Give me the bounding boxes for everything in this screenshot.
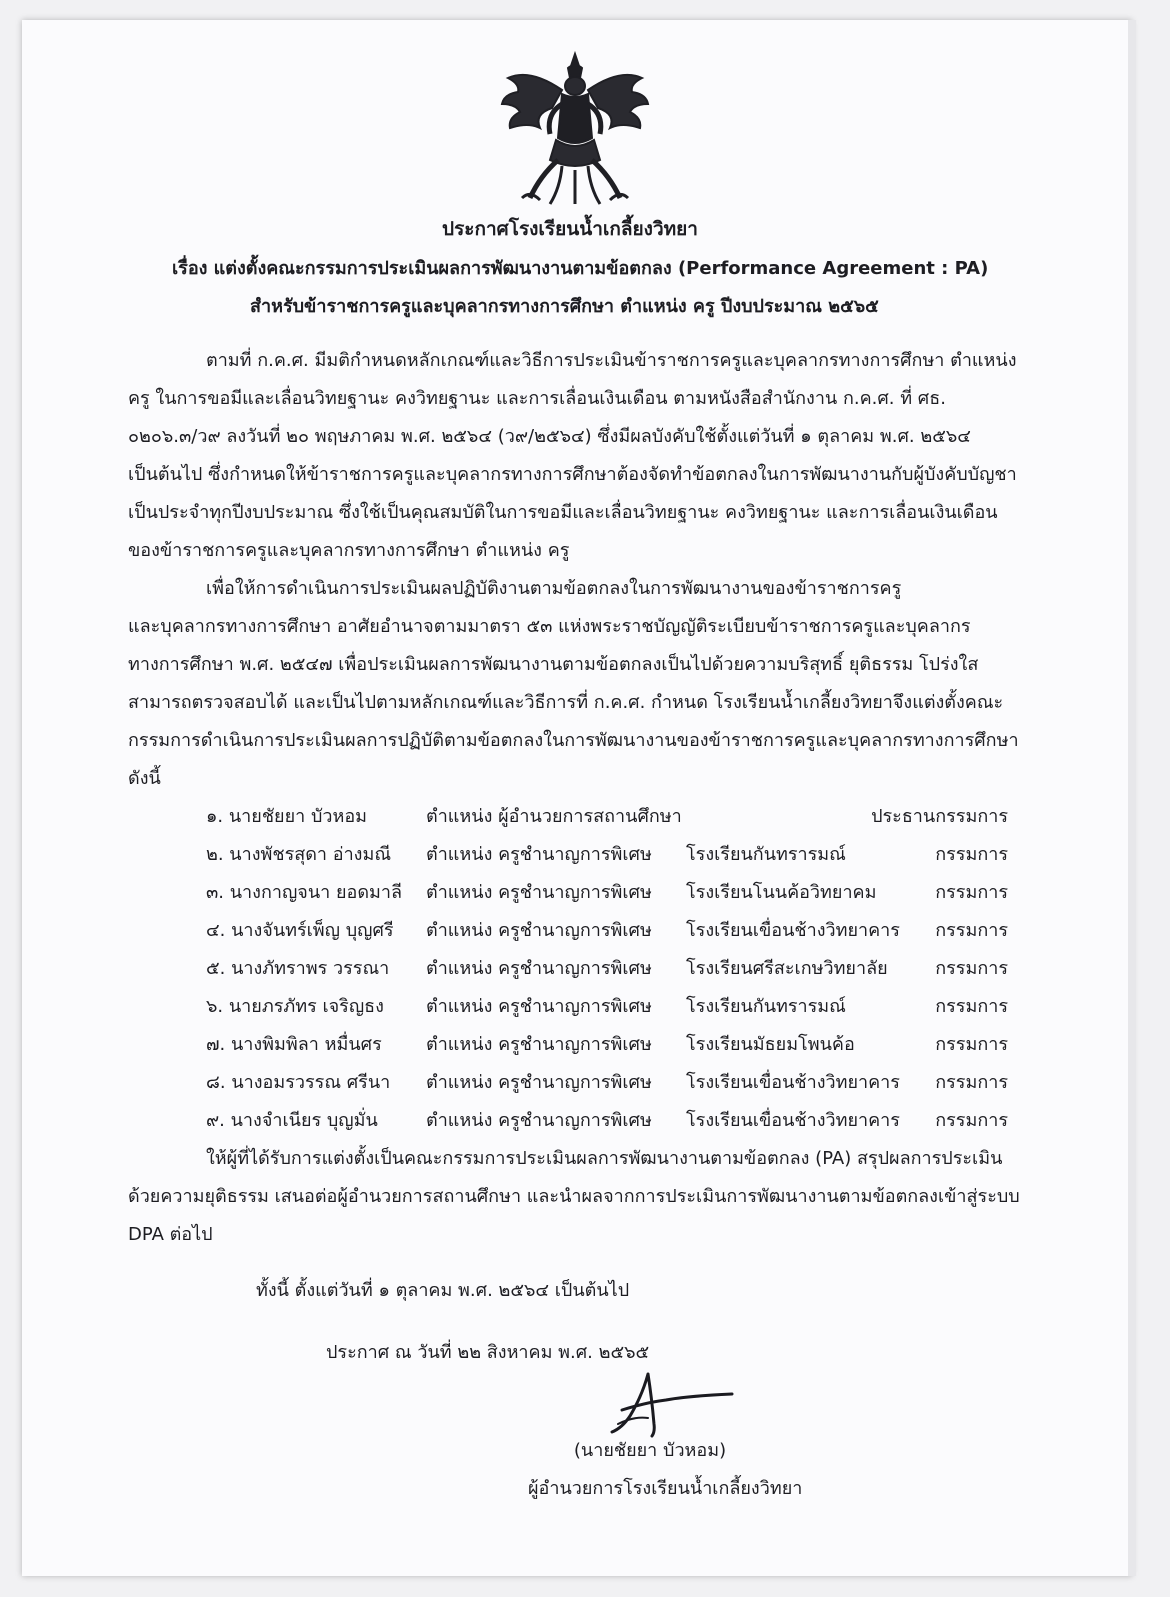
committee-member-school: โรงเรียนเขื่อนช้างวิทยาคาร (686, 1072, 900, 1093)
committee-member-name: ๖. นายภรภัทร เจริญธง (206, 996, 384, 1017)
committee-member-role: กรรมการ (935, 1072, 1008, 1093)
paragraph-line: สามารถตรวจสอบได้ และเป็นไปตามหลักเกณฑ์และวิธีการที่ ก.ค.ศ. กำหนด โรงเรียนน้ำเกลี้ยงวิทยาจึงแต่งตั้งคณะ (128, 692, 1004, 713)
committee-member-name: ๒. นางพัชรสุดา อ่างมณี (206, 844, 392, 865)
paragraph-line: ตามที่ ก.ค.ศ. มีมติกำหนดหลักเกณฑ์และวิธีการประเมินข้าราชการครูและบุคลากรทางการศึกษา ตำแหน่ง (206, 350, 1017, 371)
committee-member-role: กรรมการ (935, 1110, 1008, 1131)
signatory-name: (นายชัยยา บัวหอม) (573, 1440, 727, 1461)
committee-member-school: โรงเรียนกันทรารมณ์ (686, 844, 846, 865)
paragraph-line: ทางการศึกษา พ.ศ. ๒๕๔๗ เพื่อประเมินผลการพัฒนางานตามข้อตกลงเป็นไปด้วยความบริสุทธิ์ ยุติธรรม โปร่งใส (128, 654, 979, 675)
committee-member-position: ตำแหน่ง ครูชำนาญการพิเศษ (426, 844, 652, 865)
page-edge (1128, 20, 1136, 1576)
committee-member-school: โรงเรียนเขื่อนช้างวิทยาคาร (686, 1110, 900, 1131)
paragraph-line: ดังนี้ (128, 768, 161, 789)
paragraph-line: และบุคลากรทางการศึกษา อาศัยอำนาจตามมาตรา ๕๓ แห่งพระราชบัญญัติระเบียบข้าราชการครูและบุคลากร (128, 616, 971, 637)
announcement-date: ประกาศ ณ วันที่ ๒๒ สิงหาคม พ.ศ. ๒๕๖๕ (326, 1342, 650, 1363)
committee-member-position: ตำแหน่ง ผู้อำนวยการสถานศึกษา (426, 806, 682, 827)
committee-member-school: โรงเรียนศรีสะเกษวิทยาลัย (686, 958, 888, 979)
paragraph-line: เป็นประจำทุกปีงบประมาณ ซึ่งใช้เป็นคุณสมบัติในการขอมีและเลื่อนวิทยฐานะ คงวิทยฐานะ และการเลื่อนเงินเดือน (128, 502, 998, 523)
committee-member-role: กรรมการ (935, 920, 1008, 941)
garuda-emblem (500, 48, 650, 206)
paragraph-line: ครู ในการขอมีและเลื่อนวิทยฐานะ คงวิทยฐานะ และการเลื่อนเงินเดือน ตามหนังสือสำนักงาน ก.ค.ศ. ที่ ศธ. (128, 388, 946, 409)
committee-member-school: โรงเรียนมัธยมโพนค้อ (686, 1034, 855, 1055)
paragraph-line: ของข้าราชการครูและบุคลากรทางการศึกษา ตำแหน่ง ครู (128, 540, 570, 561)
committee-member-name: ๓. นางกาญจนา ยอดมาลี (206, 882, 403, 903)
committee-member-role: กรรมการ (935, 844, 1008, 865)
paragraph-line: เป็นต้นไป ซึ่งกำหนดให้ข้าราชการครูและบุคลากรทางการศึกษาต้องจัดทำข้อตกลงในการพัฒนางานกับผู้บังคับบัญชา (128, 464, 1017, 485)
signatory-title: ผู้อำนวยการโรงเรียนน้ำเกลี้ยงวิทยา (528, 1478, 803, 1499)
committee-member-school: โรงเรียนกันทรารมณ์ (686, 996, 846, 1017)
committee-member-name: ๕. นางภัทราพร วรรณา (206, 958, 390, 979)
document-subject-line2: สำหรับข้าราชการครูและบุคลากรทางการศึกษา ตำแหน่ง ครู ปีงบประมาณ ๒๕๖๕ (250, 296, 879, 317)
committee-member-name: ๔. นางจันทร์เพ็ญ บุญศรี (206, 920, 394, 941)
committee-member-school: โรงเรียนโนนค้อวิทยาคม (686, 882, 877, 903)
committee-member-name: ๘. นางอมรวรรณ ศรีนา (206, 1072, 391, 1093)
committee-member-position: ตำแหน่ง ครูชำนาญการพิเศษ (426, 882, 652, 903)
committee-member-role: กรรมการ (935, 1034, 1008, 1055)
paragraph-line: กรรมการดำเนินการประเมินผลการปฏิบัติตามข้อตกลงในการพัฒนางานของข้าราชการครูและบุคลากรทางการศึกษา (128, 730, 1019, 751)
committee-member-position: ตำแหน่ง ครูชำนาญการพิเศษ (426, 920, 652, 941)
paragraph-line: ให้ผู้ที่ได้รับการแต่งตั้งเป็นคณะกรรมการประเมินผลการพัฒนางานตามข้อตกลง (PA) สรุปผลการประเมิน (206, 1148, 1003, 1169)
paragraph-line: ด้วยความยุติธรรม เสนอต่อผู้อำนวยการสถานศึกษา และนำผลจากการประเมินการพัฒนางานตามข้อตกลงเข้าสู่ระบบ (128, 1186, 1020, 1207)
document-subject: เรื่อง แต่งตั้งคณะกรรมการประเมินผลการพัฒนางานตามข้อตกลง (Performance Agreement : PA) (172, 258, 989, 279)
committee-member-name: ๑. นายชัยยา บัวหอม (206, 806, 368, 827)
committee-member-position: ตำแหน่ง ครูชำนาญการพิเศษ (426, 1034, 652, 1055)
handwritten-signature (608, 1366, 738, 1446)
committee-member-position: ตำแหน่ง ครูชำนาญการพิเศษ (426, 1110, 652, 1131)
paragraph-line: DPA ต่อไป (128, 1224, 213, 1245)
paragraph-line: เพื่อให้การดำเนินการประเมินผลปฏิบัติงานตามข้อตกลงในการพัฒนางานของข้าราชการครู (206, 578, 902, 599)
committee-member-role: กรรมการ (935, 882, 1008, 903)
committee-member-position: ตำแหน่ง ครูชำนาญการพิเศษ (426, 1072, 652, 1093)
committee-member-name: ๗. นางพิมพิลา หมื่นศร (206, 1034, 382, 1055)
committee-member-position: ตำแหน่ง ครูชำนาญการพิเศษ (426, 958, 652, 979)
committee-member-role: ประธานกรรมการ (871, 806, 1008, 827)
committee-member-position: ตำแหน่ง ครูชำนาญการพิเศษ (426, 996, 652, 1017)
document-heading: ประกาศโรงเรียนน้ำเกลี้ยงวิทยา (442, 218, 698, 240)
committee-member-name: ๙. นางจำเนียร บุญมั่น (206, 1110, 378, 1131)
committee-member-role: กรรมการ (935, 996, 1008, 1017)
committee-member-role: กรรมการ (935, 958, 1008, 979)
paragraph-line: ๐๒๐๖.๓/ว๙ ลงวันที่ ๒๐ พฤษภาคม พ.ศ. ๒๕๖๔ (ว๙/๒๕๖๔) ซึ่งมีผลบังคับใช้ตั้งแต่วันที่ ๑ ตุลาคม พ.ศ. ๒๕๖๔ (128, 426, 971, 447)
effective-date: ทั้งนี้ ตั้งแต่วันที่ ๑ ตุลาคม พ.ศ. ๒๕๖๔ เป็นต้นไป (256, 1280, 630, 1301)
committee-member-school: โรงเรียนเขื่อนช้างวิทยาคาร (686, 920, 900, 941)
